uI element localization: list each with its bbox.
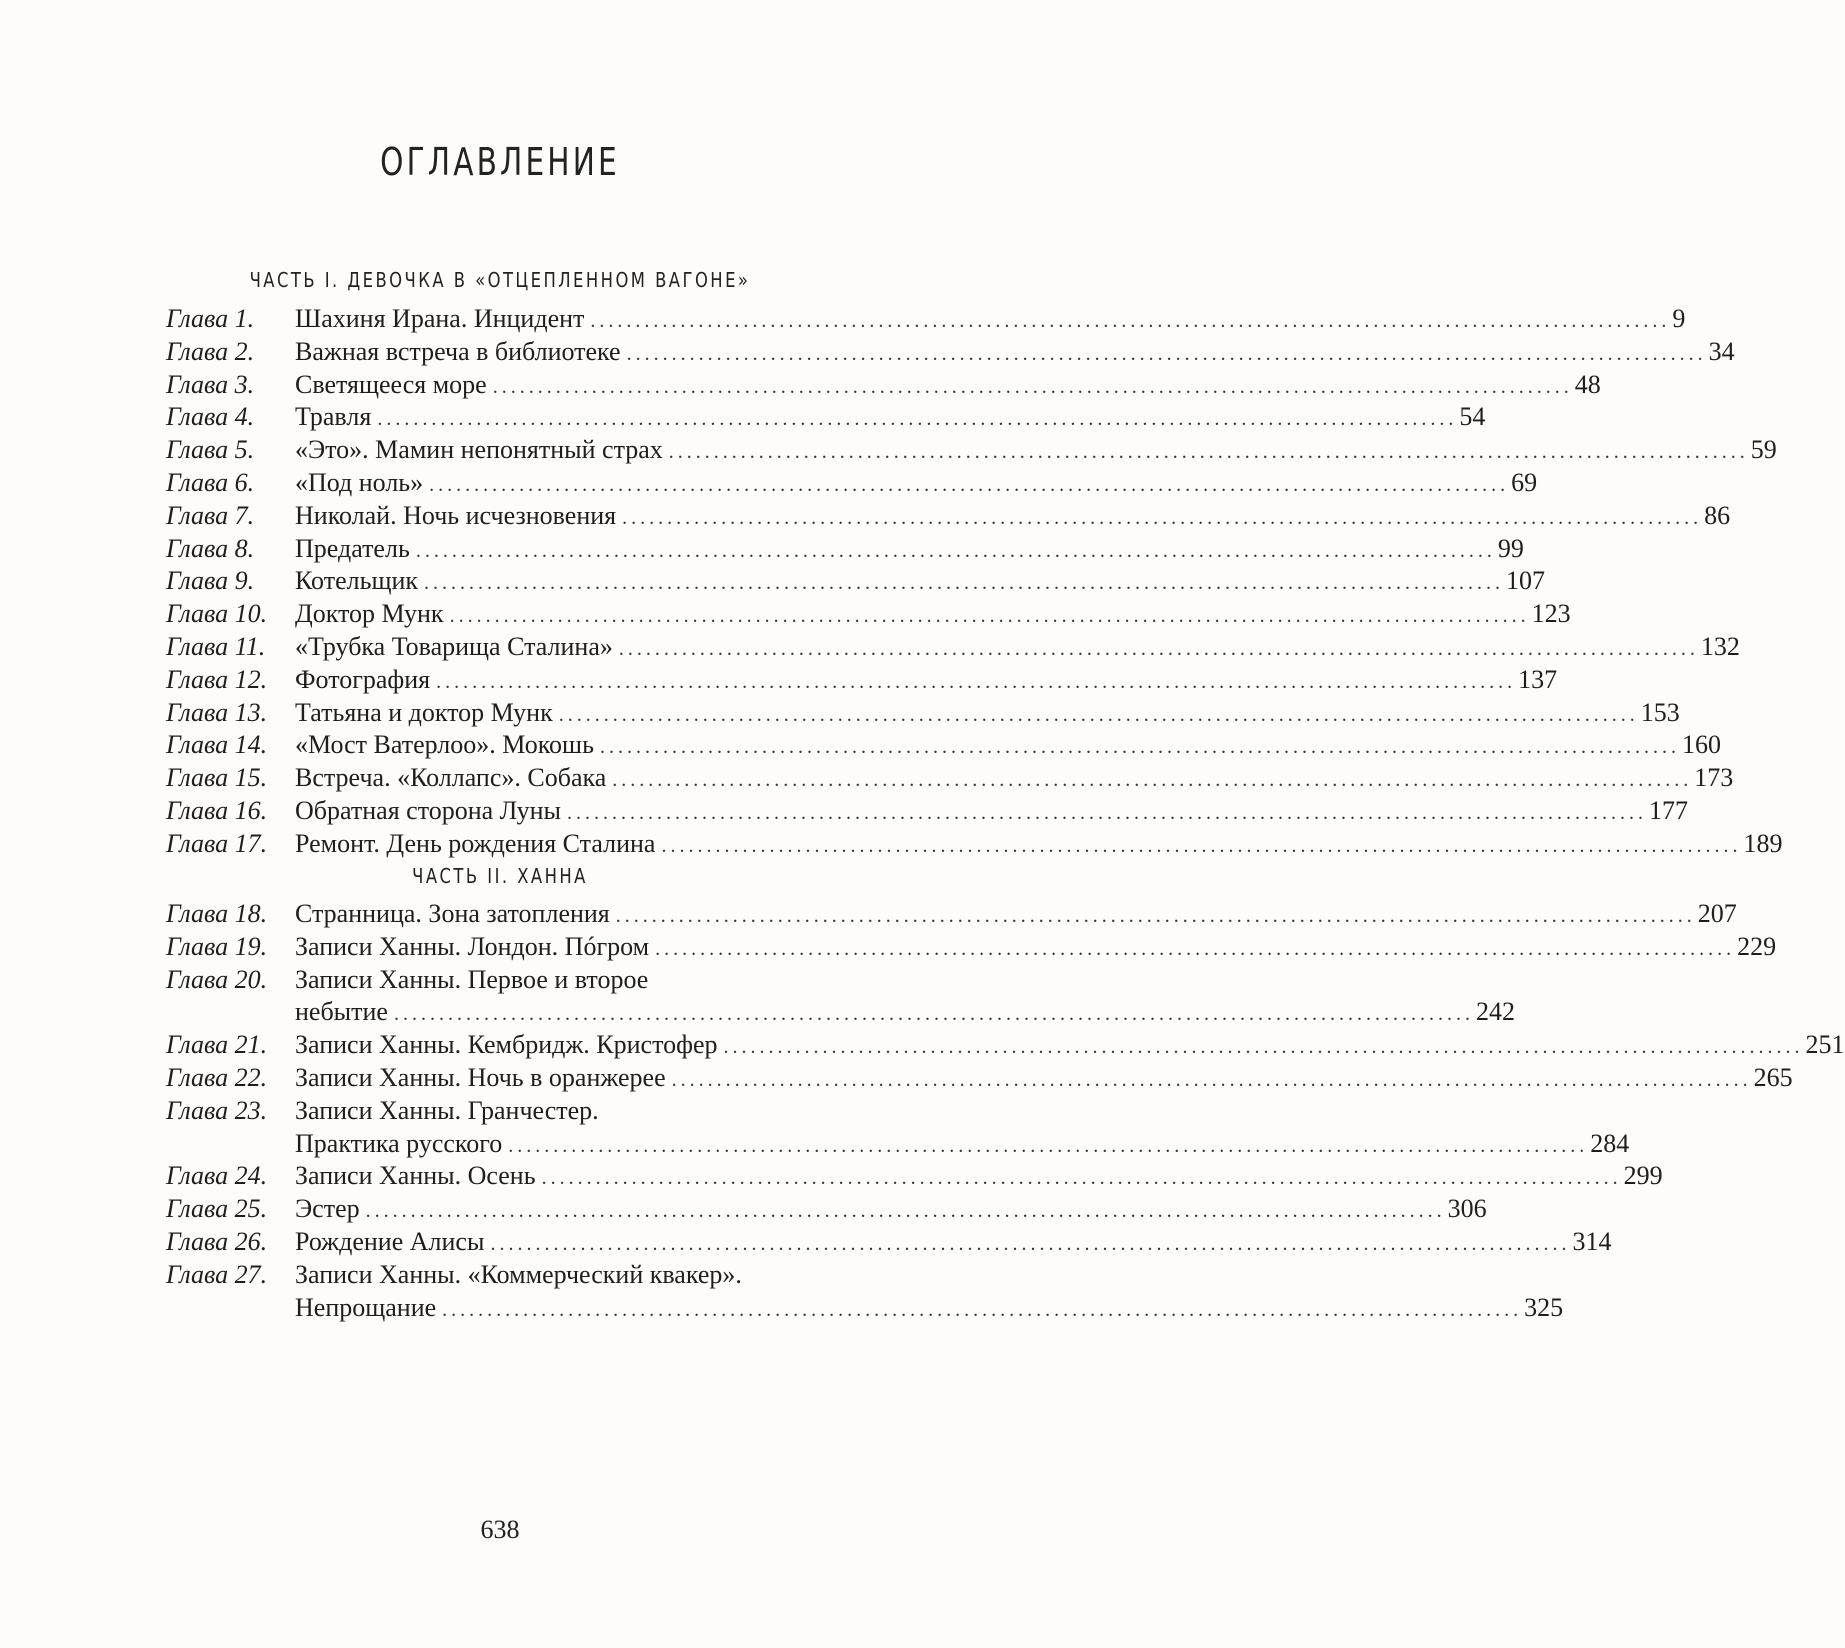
chapter-label: Глава 4. bbox=[166, 402, 255, 432]
dot-leader: ........................................................................................................................ bbox=[615, 905, 1696, 927]
chapter-label: Глава 9. bbox=[166, 566, 255, 596]
chapter-title: Записи Ханны. Лондон. Пóгром bbox=[295, 931, 650, 961]
chapter-title: Доктор Мунк bbox=[295, 599, 444, 629]
dot-leader: ........................................................................................................................ bbox=[661, 834, 1742, 857]
chapter-title: Записи Ханны. Гранчестер. bbox=[295, 1095, 599, 1125]
chapter-label: Глава 23. bbox=[166, 1095, 268, 1125]
toc-entry bbox=[166, 369, 1601, 402]
chapter-label: Глава 8. bbox=[166, 533, 255, 563]
toc-entry bbox=[166, 1095, 878, 1128]
chapter-page-number: 137 bbox=[1518, 664, 1558, 694]
toc-entry bbox=[166, 1292, 1564, 1325]
toc-entry bbox=[166, 964, 878, 997]
chapter-label: Глава 24. bbox=[166, 1161, 268, 1191]
dot-leader: ........................................................................................................................ bbox=[599, 736, 1680, 759]
dot-leader: ........................................................................................................................ bbox=[429, 473, 1510, 496]
toc-entry bbox=[166, 1160, 1663, 1193]
chapter-label: Глава 22. bbox=[166, 1062, 268, 1092]
page-number: 638 bbox=[480, 1515, 520, 1544]
chapter-page-number: 299 bbox=[1623, 1161, 1663, 1191]
chapter-label: Глава 20. bbox=[166, 964, 268, 994]
chapter-page-number: 265 bbox=[1753, 1062, 1793, 1092]
toc-entry bbox=[166, 500, 1731, 533]
chapter-label: Глава 5. bbox=[166, 435, 255, 465]
chapter-title: небытие bbox=[295, 997, 388, 1027]
chapter-title: Шахиня Ирана. Инцидент bbox=[295, 304, 585, 333]
chapter-title: Николай. Ночь исчезновения bbox=[295, 500, 617, 530]
toc-entry bbox=[166, 401, 1486, 434]
dot-leader: ........................................................................................................................ bbox=[622, 506, 1703, 529]
chapter-page-number: 34 bbox=[1708, 336, 1735, 366]
chapter-title: Записи Ханны. Ночь в оранжерее bbox=[295, 1062, 666, 1092]
toc-entry bbox=[166, 762, 1734, 795]
dot-leader: ........................................................................................................................ bbox=[558, 703, 1639, 726]
chapter-title: Рождение Алисы bbox=[295, 1226, 485, 1256]
chapter-title: Записи Ханны. Осень bbox=[295, 1161, 536, 1191]
chapter-label: Глава 18. bbox=[166, 899, 268, 928]
chapter-page-number: 99 bbox=[1497, 533, 1524, 563]
dot-leader: ........................................................................................................................ bbox=[612, 769, 1693, 792]
dot-leader: ........................................................................................................................ bbox=[618, 637, 1699, 660]
chapter-title: Ремонт. День рождения Сталина bbox=[295, 828, 656, 858]
dot-leader: ........................................................................................................................ bbox=[415, 539, 1496, 562]
chapter-label: Глава 11. bbox=[166, 631, 266, 661]
dot-leader: ........................................................................................................................ bbox=[590, 310, 1671, 332]
toc-entry bbox=[166, 898, 1737, 931]
chapter-label: Глава 25. bbox=[166, 1194, 268, 1224]
dot-leader: ........................................................................................................................ bbox=[377, 408, 1458, 431]
part-2-toc bbox=[166, 898, 1845, 1324]
chapter-page-number: 207 bbox=[1697, 899, 1737, 928]
chapter-title: «Это». Мамин непонятный страх bbox=[295, 435, 663, 465]
dot-leader: ........................................................................................................................ bbox=[442, 1298, 1523, 1321]
chapter-title: Травля bbox=[295, 402, 372, 432]
chapter-label: Глава 12. bbox=[166, 664, 268, 694]
chapter-title: Записи Ханны. Первое и второе bbox=[295, 964, 649, 994]
chapter-title: «Мост Ватерлоо». Мокошь bbox=[295, 730, 594, 760]
chapter-page-number: 48 bbox=[1574, 369, 1601, 399]
chapter-page-number: 306 bbox=[1447, 1194, 1487, 1224]
chapter-label: Глава 14. bbox=[166, 730, 268, 760]
toc-entry bbox=[166, 664, 1558, 697]
chapter-page-number: 189 bbox=[1743, 828, 1783, 858]
page-title: ОГЛАВЛЕНИЕ bbox=[380, 140, 620, 184]
chapter-label: Глава 2. bbox=[166, 336, 255, 366]
toc-entry bbox=[166, 1259, 878, 1292]
chapter-title: Странница. Зона затопления bbox=[295, 899, 610, 928]
chapter-label: Глава 17. bbox=[166, 828, 268, 858]
chapter-label: Глава 6. bbox=[166, 467, 255, 497]
chapter-page-number: 229 bbox=[1737, 931, 1777, 961]
toc-entry bbox=[166, 1193, 1487, 1226]
toc-entry bbox=[166, 729, 1721, 762]
toc-entry bbox=[166, 434, 1777, 467]
toc-entry bbox=[166, 1226, 1612, 1259]
chapter-title: Важная встреча в библиотеке bbox=[295, 336, 621, 366]
chapter-title: Татьяна и доктор Мунк bbox=[295, 697, 553, 727]
dot-leader: ........................................................................................................................ bbox=[508, 1134, 1589, 1157]
chapter-page-number: 69 bbox=[1511, 467, 1538, 497]
dot-leader: ........................................................................................................................ bbox=[626, 342, 1707, 365]
chapter-page-number: 177 bbox=[1649, 795, 1689, 825]
chapter-page-number: 107 bbox=[1506, 566, 1546, 596]
part-1-heading: ЧАСТЬ I. ДЕВОЧКА В «ОТЦЕПЛЕННОМ ВАГОНЕ» bbox=[249, 268, 751, 292]
chapter-title: Обратная сторона Луны bbox=[295, 795, 562, 825]
chapter-label: Глава 3. bbox=[166, 369, 255, 399]
chapter-page-number: 86 bbox=[1704, 500, 1731, 530]
toc-entry bbox=[166, 996, 1515, 1029]
chapter-label: Глава 27. bbox=[166, 1259, 268, 1289]
toc-entry bbox=[166, 565, 1546, 598]
chapter-page-number: 123 bbox=[1531, 599, 1571, 629]
chapter-title: Предатель bbox=[295, 533, 410, 563]
chapter-title: Фотография bbox=[295, 664, 431, 694]
chapter-label: Глава 21. bbox=[166, 1030, 268, 1060]
toc-entry bbox=[166, 336, 1735, 369]
chapter-title: Записи Ханны. Кембридж. Кристофер bbox=[295, 1030, 718, 1060]
chapter-title: Практика русского bbox=[295, 1128, 503, 1158]
dot-leader: ........................................................................................................................ bbox=[449, 605, 1530, 628]
toc-entry bbox=[166, 598, 1571, 631]
chapter-label: Глава 7. bbox=[166, 500, 255, 530]
toc-entry bbox=[166, 795, 1689, 828]
toc-entry bbox=[166, 828, 1783, 861]
chapter-page-number: 59 bbox=[1750, 435, 1777, 465]
chapter-page-number: 173 bbox=[1694, 763, 1734, 793]
chapter-page-number: 9 bbox=[1672, 304, 1686, 333]
dot-leader: ........................................................................................................................ bbox=[365, 1200, 1446, 1223]
chapter-title: Котельщик bbox=[295, 566, 419, 596]
toc-entry bbox=[166, 467, 1538, 500]
chapter-label: Глава 13. bbox=[166, 697, 268, 727]
chapter-title: Светящееся море bbox=[295, 369, 487, 399]
chapter-label: Глава 19. bbox=[166, 931, 268, 961]
part-2-heading: ЧАСТЬ II. ХАННА bbox=[412, 864, 588, 888]
chapter-label: Глава 10. bbox=[166, 599, 268, 629]
chapter-page-number: 54 bbox=[1459, 402, 1486, 432]
toc-entry bbox=[166, 1128, 1630, 1161]
chapter-label: Глава 1. bbox=[166, 304, 255, 333]
toc-entry bbox=[166, 931, 1777, 964]
dot-leader: ........................................................................................................................ bbox=[655, 937, 1736, 960]
chapter-label: Глава 16. bbox=[166, 795, 268, 825]
dot-leader: ........................................................................................................................ bbox=[424, 572, 1505, 595]
chapter-label: Глава 15. bbox=[166, 763, 268, 793]
chapter-title: «Под ноль» bbox=[295, 467, 424, 497]
chapter-title: Непрощание bbox=[295, 1292, 437, 1322]
dot-leader: ........................................................................................................................ bbox=[393, 1003, 1474, 1026]
toc-entry bbox=[166, 631, 1740, 664]
toc-entry bbox=[166, 1062, 1793, 1095]
dot-leader: ........................................................................................................................ bbox=[668, 441, 1749, 464]
chapter-page-number: 325 bbox=[1524, 1292, 1564, 1322]
dot-leader: ........................................................................................................................ bbox=[671, 1068, 1752, 1091]
chapter-page-number: 284 bbox=[1590, 1128, 1630, 1158]
dot-leader: ........................................................................................................................ bbox=[490, 1232, 1571, 1255]
chapter-title: Встреча. «Коллапс». Собака bbox=[295, 763, 607, 793]
chapter-title: «Трубка Товарища Сталина» bbox=[295, 631, 613, 661]
part-1-toc bbox=[166, 303, 1783, 861]
chapter-page-number: 160 bbox=[1681, 730, 1721, 760]
chapter-label: Глава 26. bbox=[166, 1226, 268, 1256]
chapter-title: Эстер bbox=[295, 1194, 360, 1224]
chapter-page-number: 314 bbox=[1572, 1226, 1612, 1256]
toc-entry bbox=[166, 1029, 1845, 1062]
chapter-page-number: 242 bbox=[1475, 997, 1515, 1027]
dot-leader: ........................................................................................................................ bbox=[567, 801, 1648, 824]
toc-entry bbox=[166, 533, 1524, 566]
chapter-page-number: 153 bbox=[1640, 697, 1680, 727]
toc-entry bbox=[166, 303, 1686, 336]
dot-leader: ........................................................................................................................ bbox=[492, 375, 1573, 398]
dot-leader: ........................................................................................................................ bbox=[541, 1167, 1622, 1190]
chapter-page-number: 251 bbox=[1805, 1030, 1845, 1060]
toc-entry bbox=[166, 697, 1680, 730]
dot-leader: ........................................................................................................................ bbox=[436, 670, 1517, 693]
chapter-page-number: 132 bbox=[1700, 631, 1740, 661]
chapter-title: Записи Ханны. «Коммерческий квакер». bbox=[295, 1259, 742, 1289]
dot-leader: ........................................................................................................................ bbox=[723, 1036, 1804, 1059]
